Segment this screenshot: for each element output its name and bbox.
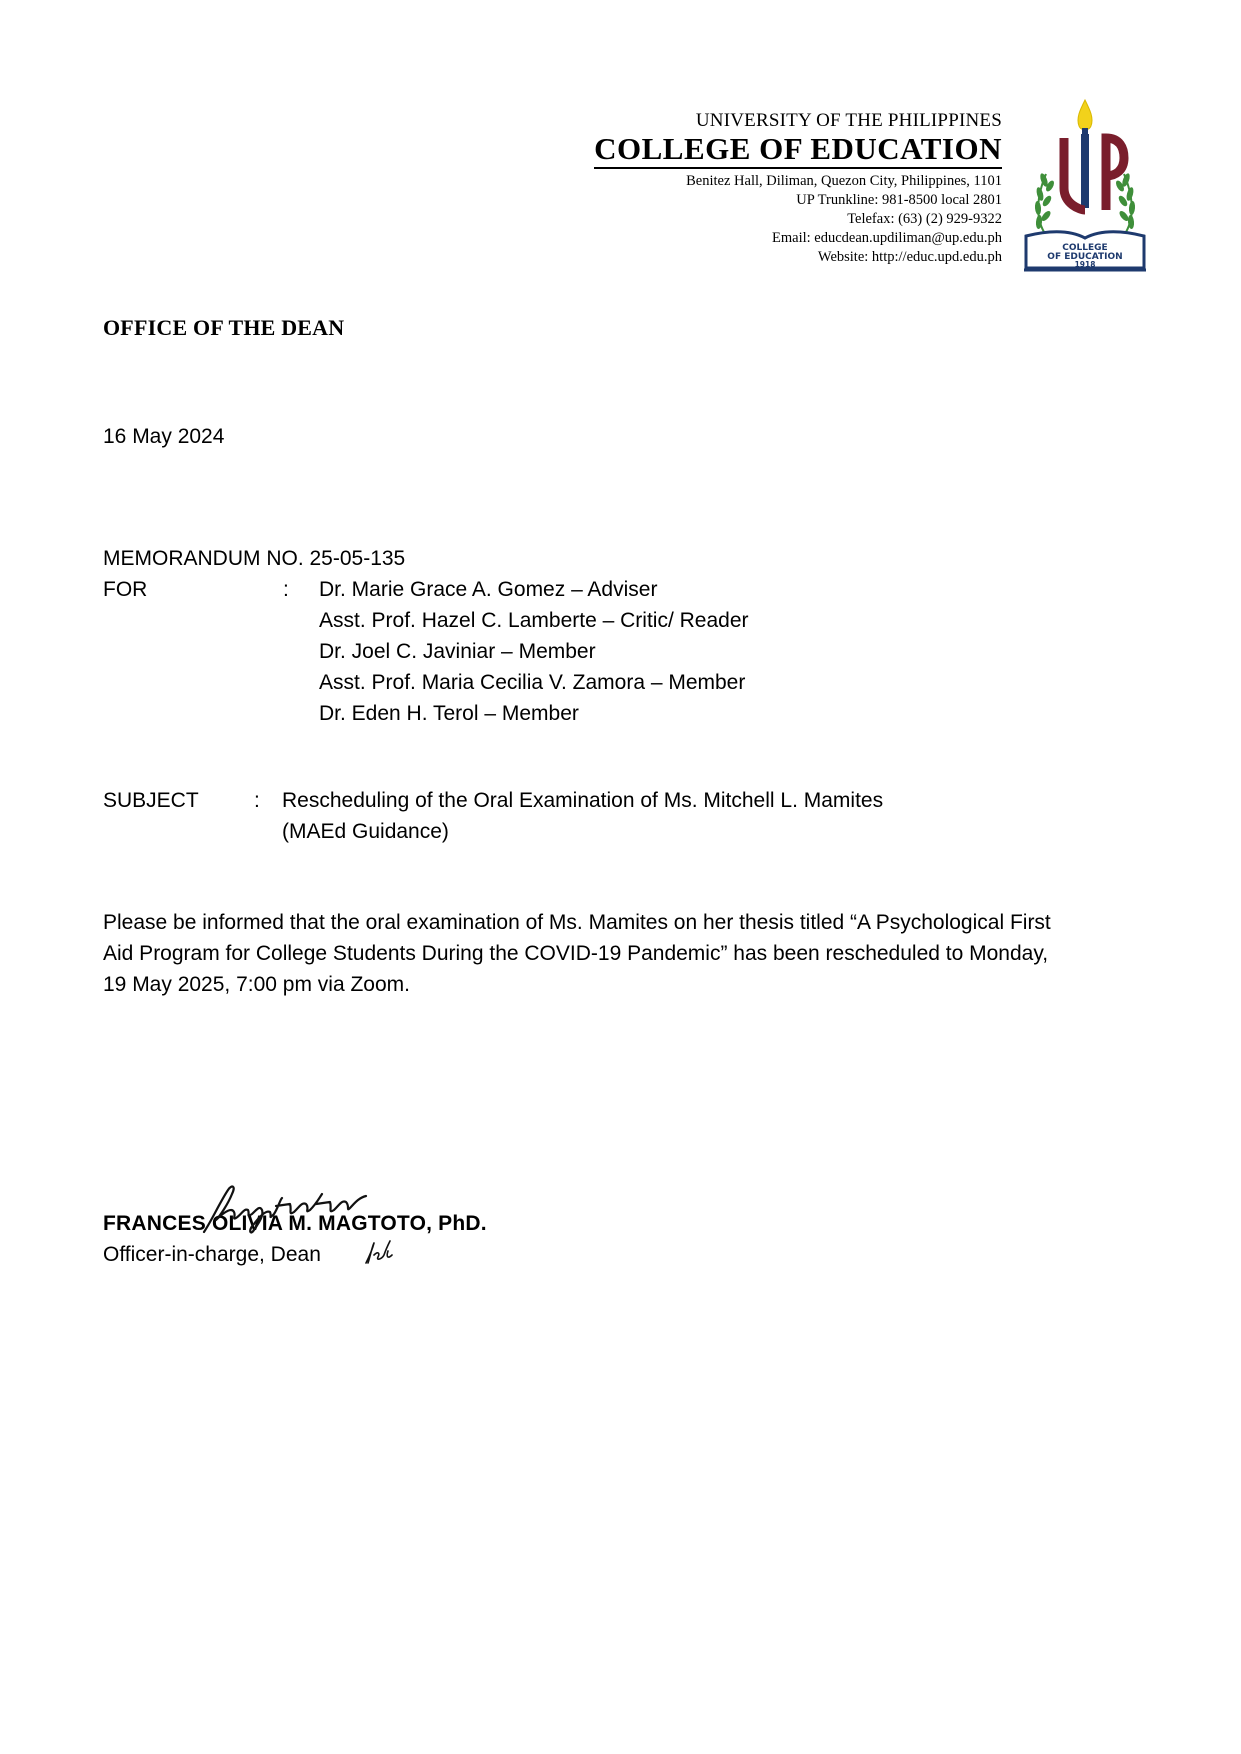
trunkline: UP Trunkline: 981-8500 local 2801 bbox=[796, 192, 1002, 208]
recipient: Dr. Eden H. Terol – Member bbox=[319, 702, 579, 725]
website: Website: http://educ.upd.edu.ph bbox=[817, 249, 1002, 265]
subject-label: SUBJECT bbox=[103, 789, 199, 812]
recipient: Dr. Marie Grace A. Gomez – Adviser bbox=[319, 578, 658, 601]
recipient: Asst. Prof. Maria Cecilia V. Zamora – Member bbox=[319, 671, 746, 694]
university-name: UNIVERSITY OF THE PHILIPPINES bbox=[695, 110, 1002, 131]
handwritten-signature bbox=[198, 1180, 378, 1240]
logo-year-text: 1918 bbox=[1074, 260, 1096, 269]
body-line: 19 May 2025, 7:00 pm via Zoom. bbox=[103, 973, 410, 996]
memo-body bbox=[103, 907, 1188, 1000]
recipient-list bbox=[319, 574, 749, 729]
telefax: Telefax: (63) (2) 929-9322 bbox=[847, 211, 1002, 227]
office-heading: OFFICE OF THE DEAN bbox=[103, 315, 345, 340]
body-line: Please be informed that the oral examination of Ms. Mamites on her thesis titled “A Psychological First bbox=[103, 911, 1051, 934]
email: Email: educdean.updiliman@up.edu.ph bbox=[772, 230, 1002, 246]
college-logo bbox=[1020, 98, 1150, 278]
initials-mark bbox=[362, 1237, 398, 1267]
signatory-name: FRANCES OLIVIA M. MAGTOTO, PhD. bbox=[103, 1212, 487, 1235]
logo-college-text: COLLEGE bbox=[1062, 243, 1108, 253]
letterhead bbox=[402, 110, 1002, 267]
recipient: Asst. Prof. Hazel C. Lamberte – Critic/ Reader bbox=[319, 609, 749, 632]
for-colon: : bbox=[283, 578, 289, 601]
body-line: Aid Program for College Students During the COVID-19 Pandemic” has been rescheduled to Monday, bbox=[103, 942, 1049, 965]
subject-colon: : bbox=[254, 789, 260, 812]
memo-date: 16 May 2024 bbox=[103, 425, 225, 448]
signatory-title: Officer-in-charge, Dean bbox=[103, 1243, 321, 1266]
college-name: COLLEGE OF EDUCATION bbox=[594, 132, 1002, 169]
for-label: FOR bbox=[103, 578, 148, 601]
address: Benitez Hall, Diliman, Quezon City, Philippines, 1101 bbox=[686, 173, 1002, 189]
subject-text bbox=[282, 785, 1042, 847]
recipient: Dr. Joel C. Javiniar – Member bbox=[319, 640, 596, 663]
logo-education-text: OF EDUCATION bbox=[1047, 252, 1123, 262]
subject-line: (MAEd Guidance) bbox=[282, 820, 449, 843]
subject-line: Rescheduling of the Oral Examination of Ms. Mitchell L. Mamites bbox=[282, 789, 884, 812]
memo-number: MEMORANDUM NO. 25-05-135 bbox=[103, 547, 406, 570]
